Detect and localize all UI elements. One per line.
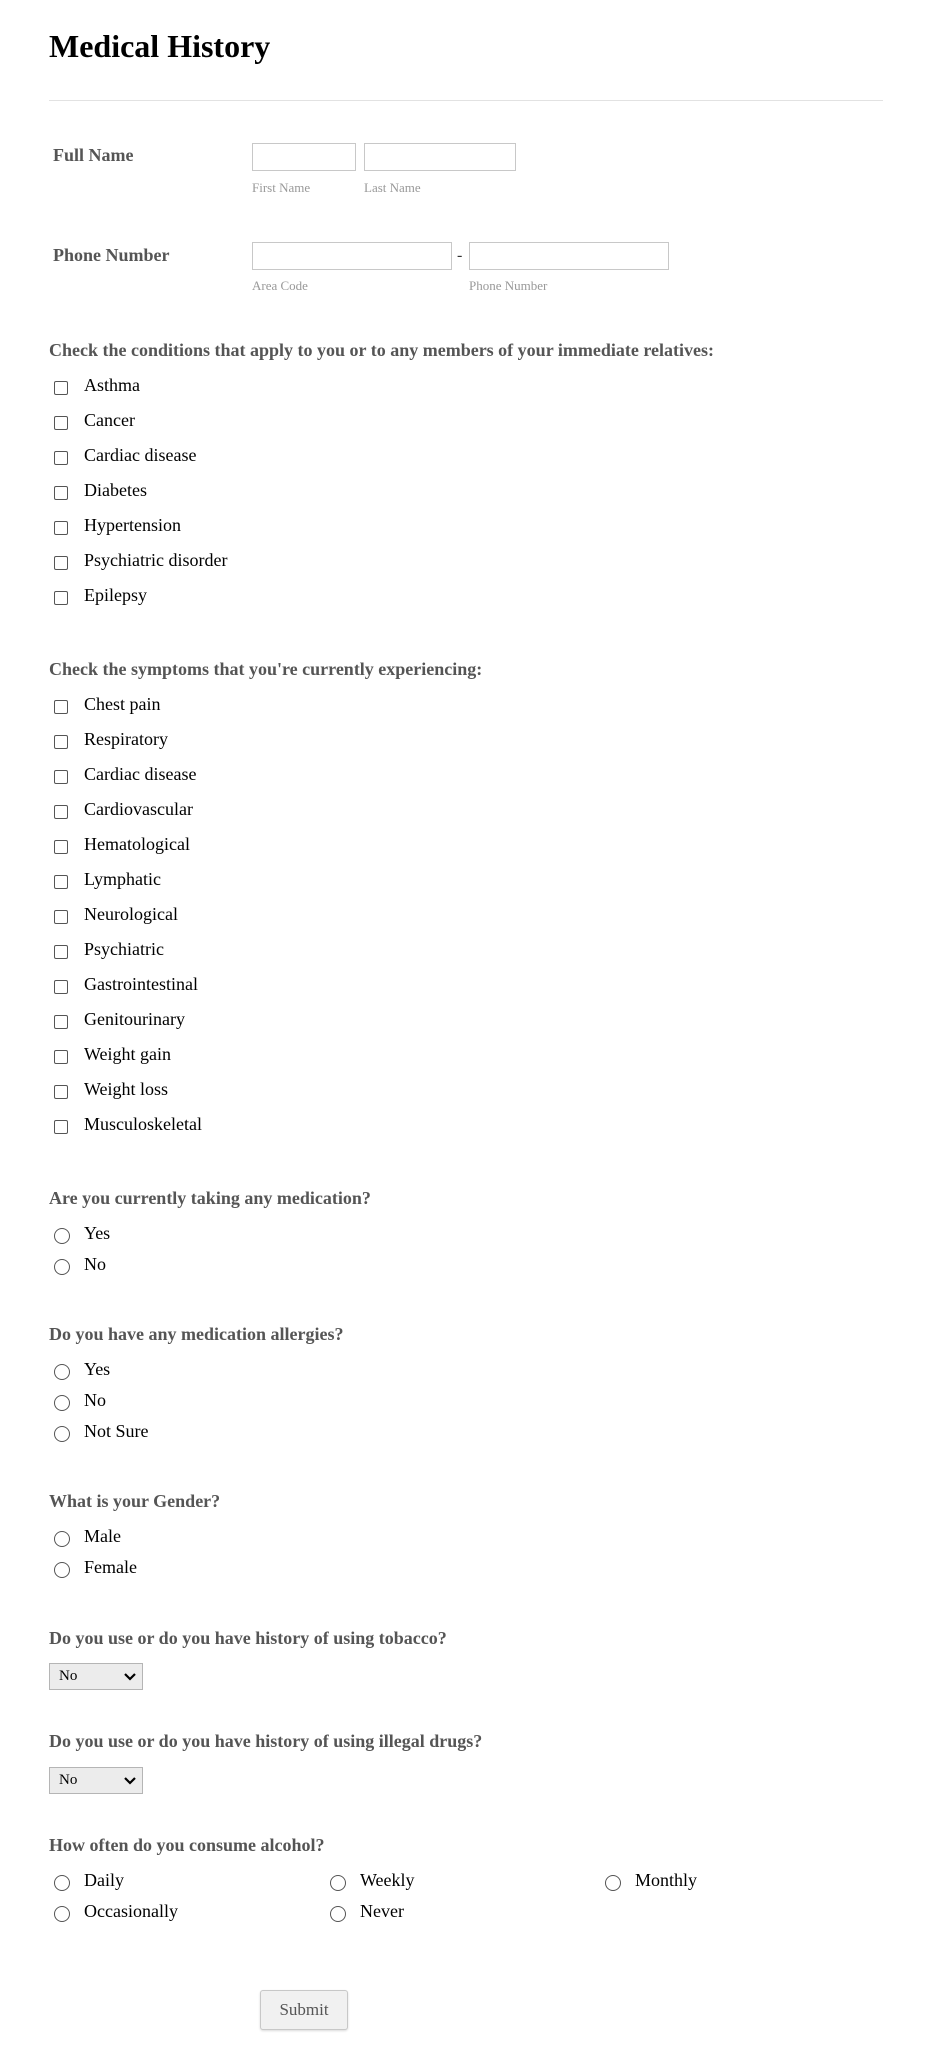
- last-name-sublabel: Last Name: [364, 180, 421, 195]
- condition-option-epilepsy[interactable]: [49, 582, 147, 608]
- phone-number-input[interactable]: [469, 242, 669, 270]
- phone-separator: -: [457, 247, 463, 264]
- option-label: Yes: [84, 1222, 111, 1243]
- condition-option-cardiac-disease[interactable]: [49, 442, 196, 468]
- drugs-select[interactable]: [49, 1767, 143, 1794]
- checkbox[interactable]: [54, 1085, 68, 1099]
- select-value: No: [59, 1772, 78, 1788]
- symptom-option-respiratory[interactable]: [49, 726, 168, 752]
- radio-button[interactable]: [330, 1875, 346, 1891]
- gender-option-male[interactable]: [49, 1523, 121, 1549]
- radio-button[interactable]: [54, 1259, 70, 1275]
- area-code-sublabel: Area Code: [252, 278, 308, 293]
- option-label: Genitourinary: [84, 1008, 185, 1029]
- option-label: Never: [360, 1900, 404, 1921]
- radio-button[interactable]: [54, 1395, 70, 1411]
- drugs-question: Do you use or do you have history of using illegal drugs?: [49, 1731, 483, 1751]
- medication-option-no[interactable]: [49, 1251, 106, 1277]
- first-name-sublabel: First Name: [252, 180, 311, 195]
- form-title: Medical History: [49, 28, 271, 64]
- select-value: No: [59, 1668, 78, 1684]
- checkbox[interactable]: [54, 556, 68, 570]
- area-code-input[interactable]: [252, 242, 452, 270]
- option-label: Epilepsy: [84, 584, 147, 605]
- option-label: No: [84, 1389, 106, 1410]
- option-label: Weight loss: [84, 1078, 169, 1099]
- alcohol-option-occasionally[interactable]: [49, 1898, 178, 1924]
- phone-number-sublabel: Phone Number: [469, 278, 548, 293]
- option-label: Female: [84, 1556, 137, 1577]
- option-label: Weight gain: [84, 1043, 172, 1064]
- submit-button[interactable]: Submit: [260, 1990, 348, 2030]
- radio-button[interactable]: [54, 1426, 70, 1442]
- checkbox[interactable]: [54, 875, 68, 889]
- radio-button[interactable]: [54, 1228, 70, 1244]
- symptom-option-lymphatic[interactable]: [49, 866, 161, 892]
- radio-button[interactable]: [54, 1562, 70, 1578]
- option-label: Monthly: [635, 1869, 698, 1890]
- gender-question: What is your Gender?: [49, 1491, 221, 1511]
- condition-option-hypertension[interactable]: [49, 512, 181, 538]
- checkbox[interactable]: [54, 1050, 68, 1064]
- checkbox[interactable]: [54, 1120, 68, 1134]
- option-label: No: [84, 1253, 106, 1274]
- last-name-input[interactable]: [364, 143, 516, 171]
- alcohol-question: How often do you consume alcohol?: [49, 1835, 325, 1855]
- first-name-input[interactable]: [252, 143, 356, 171]
- checkbox[interactable]: [54, 805, 68, 819]
- checkbox[interactable]: [54, 910, 68, 924]
- radio-button[interactable]: [605, 1875, 621, 1891]
- alcohol-option-daily[interactable]: [49, 1867, 124, 1893]
- allergies-option-not-sure[interactable]: [49, 1418, 149, 1444]
- option-label: Male: [84, 1525, 121, 1546]
- option-label: Respiratory: [84, 728, 168, 749]
- option-label: Cardiac disease: [84, 444, 197, 465]
- checkbox[interactable]: [54, 381, 68, 395]
- symptom-option-genitourinary[interactable]: [49, 1006, 185, 1032]
- conditions-question: Check the conditions that apply to you or to any members of your immediate relatives:: [49, 340, 714, 360]
- option-label: Yes: [84, 1358, 111, 1379]
- title-divider: [49, 100, 883, 101]
- symptom-option-musculoskeletal[interactable]: [49, 1111, 202, 1137]
- option-label: Gastrointestinal: [84, 973, 198, 994]
- alcohol-option-weekly[interactable]: [325, 1867, 415, 1893]
- chevron-down-icon: [124, 1673, 136, 1681]
- tobacco-question: Do you use or do you have history of using tobacco?: [49, 1628, 447, 1648]
- medication-question: Are you currently taking any medication?: [49, 1188, 371, 1208]
- checkbox[interactable]: [54, 945, 68, 959]
- allergies-option-no[interactable]: [49, 1387, 106, 1413]
- option-label: Chest pain: [84, 693, 161, 714]
- option-label: Diabetes: [84, 479, 147, 500]
- option-label: Asthma: [84, 374, 140, 395]
- condition-option-diabetes[interactable]: [49, 477, 147, 503]
- checkbox[interactable]: [54, 521, 68, 535]
- checkbox[interactable]: [54, 451, 68, 465]
- checkbox[interactable]: [54, 486, 68, 500]
- symptom-option-cardiac-disease[interactable]: [49, 761, 196, 787]
- checkbox[interactable]: [54, 980, 68, 994]
- radio-button[interactable]: [54, 1364, 70, 1380]
- symptom-option-psychiatric[interactable]: [49, 936, 164, 962]
- symptom-option-gastrointestinal[interactable]: [49, 971, 198, 997]
- condition-option-cancer[interactable]: [49, 407, 135, 433]
- phone-number-label: Phone Number: [53, 245, 170, 265]
- condition-option-psychiatric-disorder[interactable]: [49, 547, 227, 573]
- gender-option-female[interactable]: [49, 1554, 137, 1580]
- radio-button[interactable]: [330, 1906, 346, 1922]
- option-label: Musculoskeletal: [84, 1113, 202, 1134]
- symptom-option-cardiovascular[interactable]: [49, 796, 193, 822]
- symptom-option-chest-pain[interactable]: [49, 691, 161, 717]
- option-label: Cardiovascular: [84, 798, 193, 819]
- full-name-label: Full Name: [53, 145, 134, 165]
- checkbox[interactable]: [54, 416, 68, 430]
- alcohol-option-monthly[interactable]: [600, 1867, 697, 1893]
- medication-option-yes[interactable]: [49, 1220, 110, 1246]
- option-label: Psychiatric disorder: [84, 549, 228, 570]
- condition-option-asthma[interactable]: [49, 372, 140, 398]
- checkbox[interactable]: [54, 840, 68, 854]
- checkbox[interactable]: [54, 591, 68, 605]
- option-label: Occasionally: [84, 1900, 178, 1921]
- allergies-option-yes[interactable]: [49, 1356, 110, 1382]
- symptom-option-weight-gain[interactable]: [49, 1041, 171, 1067]
- option-label: Cardiac disease: [84, 763, 197, 784]
- symptom-option-neurological[interactable]: [49, 901, 178, 927]
- option-label: Lymphatic: [84, 868, 161, 889]
- radio-button[interactable]: [54, 1875, 70, 1891]
- checkbox[interactable]: [54, 1015, 68, 1029]
- checkbox[interactable]: [54, 735, 68, 749]
- option-label: Daily: [84, 1869, 124, 1890]
- chevron-down-icon: [124, 1777, 136, 1785]
- allergies-question: Do you have any medication allergies?: [49, 1324, 344, 1344]
- radio-button[interactable]: [54, 1531, 70, 1547]
- option-label: Not Sure: [84, 1420, 149, 1441]
- option-label: Neurological: [84, 903, 178, 924]
- radio-button[interactable]: [54, 1906, 70, 1922]
- symptoms-question: Check the symptoms that you're currently experiencing:: [49, 659, 483, 679]
- alcohol-option-never[interactable]: [325, 1898, 404, 1924]
- checkbox[interactable]: [54, 700, 68, 714]
- option-label: Cancer: [84, 409, 135, 430]
- option-label: Psychiatric: [84, 938, 164, 959]
- symptom-option-hematological[interactable]: [49, 831, 190, 857]
- option-label: Hypertension: [84, 514, 181, 535]
- tobacco-select[interactable]: [49, 1663, 143, 1690]
- option-label: Hematological: [84, 833, 190, 854]
- symptom-option-weight-loss[interactable]: [49, 1076, 168, 1102]
- option-label: Weekly: [360, 1869, 415, 1890]
- checkbox[interactable]: [54, 770, 68, 784]
